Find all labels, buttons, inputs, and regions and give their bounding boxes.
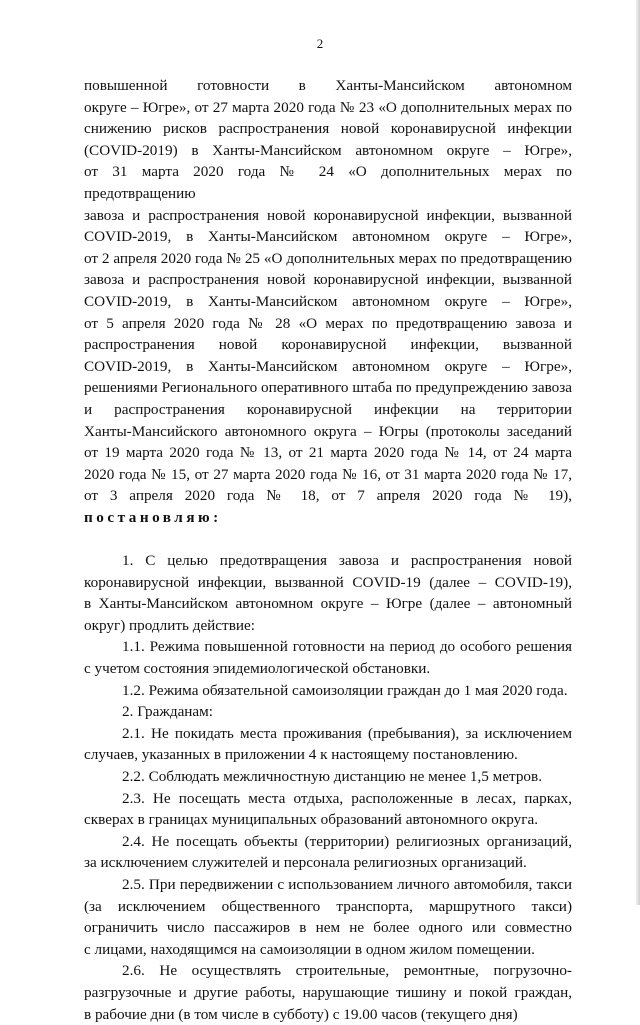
- intro-line: округе – Югре», от 27 марта 2020 года № 23 «О дополнительных мерах по: [84, 98, 572, 116]
- paragraph-line: 1.1. Режима повышенной готовности на период до особого решения: [122, 638, 572, 656]
- paragraph-line: (за исключением общественного транспорта, маршрутного такси): [84, 897, 572, 915]
- document-body: [84, 75, 572, 1025]
- intro-line: COVID-2019, в Ханты-Мансийском автономном округе – Югре»,: [84, 292, 572, 310]
- scan-edge: [636, 0, 640, 905]
- intro-line: решениями Регионального оперативного штаба по предупреждению завоза: [84, 379, 572, 397]
- paragraph-line: с учетом состояния эпидемиологической обстановки.: [84, 660, 431, 678]
- intro-text: [84, 75, 572, 507]
- paragraph-line: 2.6. Не осуществлять строительные, ремонтные, погрузочно-: [122, 962, 572, 980]
- page-number: 2: [316, 36, 324, 51]
- paragraph-p1-2: [84, 680, 572, 702]
- paragraph-p2-4: [84, 831, 572, 874]
- intro-line: повышенной готовности в Ханты-Мансийском автономном: [84, 77, 572, 94]
- paragraph-line: 2.1. Не покидать места проживания (пребывания), за исключением: [122, 724, 572, 742]
- paragraph-p2-2: [84, 766, 572, 788]
- paragraph-line: 2.3. Не посещать места отдыха, расположенные в лесах, парках,: [122, 789, 572, 807]
- paragraph-p1-1: [84, 636, 572, 679]
- decree-paragraphs: [84, 550, 572, 1025]
- paragraph-line: округ) продлить действие:: [84, 616, 255, 634]
- paragraph-line: 2.4. Не посещать объекты (территории) религиозных организаций,: [122, 832, 572, 850]
- paragraph-line: в рабочие дни (в том числе в субботу) с 19.00 часов (текущего дня): [84, 1005, 518, 1023]
- paragraph-line: 2. Гражданам:: [122, 703, 214, 721]
- intro-line: 2020 года № 15, от 27 марта 2020 года № 16, от 31 марта 2020 года № 17,: [84, 465, 572, 483]
- paragraph-line: 2.2. Соблюдать межличностную дистанцию не менее 1,5 метров.: [122, 768, 542, 785]
- intro-line: от 2 апреля 2020 года № 25 «О дополнительных мерах по предотвращению: [84, 249, 572, 267]
- paragraph-line: в Ханты-Мансийском автономном округе – Югре (далее – автономный: [84, 595, 572, 613]
- intro-line: и распространения коронавирусной инфекции на территории: [84, 400, 572, 418]
- intro-line: от 3 апреля 2020 года № 18, от 7 апреля 2020 года № 19),: [84, 487, 572, 505]
- intro-line: COVID-2019, в Ханты-Мансийском автономном округе – Югре»,: [84, 228, 572, 246]
- paragraph-p2-6: [84, 960, 572, 1025]
- paragraph-p2-3: [84, 788, 572, 831]
- intro-line: (COVID-2019) в Ханты-Мансийском автономном округе – Югре»,: [84, 141, 572, 159]
- paragraph-p1: [84, 550, 572, 636]
- intro-line: COVID-2019, в Ханты-Мансийском автономном округе – Югре»,: [84, 357, 572, 375]
- intro-line: распространения новой коронавирусной инфекции, вызванной: [84, 336, 572, 354]
- intro-line: Ханты-Мансийского автономного округа – Югры (протоколы заседаний: [84, 422, 572, 440]
- intro-line: завоза и распространения новой коронавирусной инфекции, вызванной: [84, 206, 572, 224]
- paragraph-p2-1: [84, 723, 572, 766]
- paragraph-line: 1.2. Режима обязательной самоизоляции граждан до 1 мая 2020 года.: [122, 681, 568, 699]
- paragraph-line: за исключением служителей и персонала религиозных организаций.: [84, 854, 527, 872]
- decree-word-text: постановляю:: [84, 508, 222, 526]
- paragraph-line: случаев, указанных в приложении 4 к настоящему постановлению.: [84, 746, 518, 764]
- paragraph-line: ограничить число пассажиров в нем не более одного или совместно: [84, 919, 572, 937]
- paragraph-p2: [84, 701, 572, 723]
- intro-line: от 5 апреля 2020 года № 28 «О мерах по предотвращению завоза и: [84, 314, 572, 332]
- intro-line: от 31 марта 2020 года № 24 «О дополнительных мерах по предотвращению: [84, 163, 572, 202]
- intro-line: от 19 марта 2020 года № 13, от 21 марта 2020 года № 14, от 24 марта: [84, 444, 572, 462]
- paragraph-line: коронавирусной инфекции, вызванной COVID-19 (далее – COVID-19),: [84, 573, 572, 591]
- paragraph-gap: [84, 528, 572, 550]
- paragraph-line: 1. С целью предотвращения завоза и распространения новой: [122, 552, 572, 570]
- paragraph-line: 2.5. При передвижении с использованием личного автомобиля, такси: [122, 875, 572, 893]
- paragraph-line: скверах в границах муниципальных образований автономного округа.: [84, 811, 539, 829]
- intro-line: снижению рисков распространения новой коронавирусной инфекции: [84, 120, 572, 138]
- paragraph-line: с лицами, находящимся на самоизоляции в одном жилом помещении.: [84, 940, 535, 958]
- decree-word: [84, 507, 572, 529]
- paragraph-p2-5: [84, 874, 572, 960]
- paragraph-line: разгрузочные и другие работы, нарушающие тишину и покой граждан,: [84, 983, 572, 1001]
- intro-line: завоза и распространения новой коронавирусной инфекции, вызванной: [84, 271, 572, 289]
